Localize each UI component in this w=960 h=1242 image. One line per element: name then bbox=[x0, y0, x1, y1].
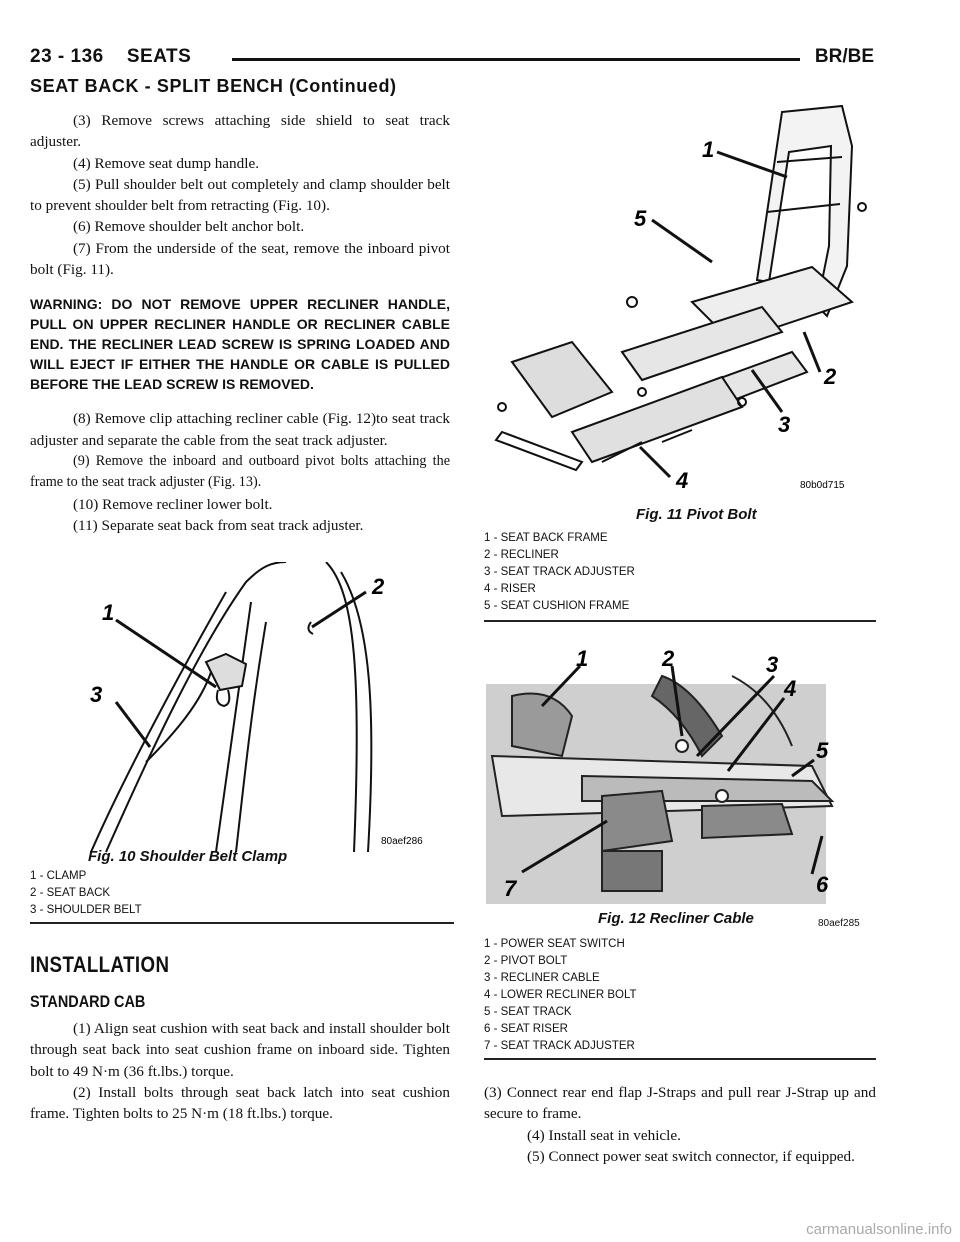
fig11-legend-item: 5 - SEAT CUSHION FRAME bbox=[484, 600, 630, 612]
fig10-illustration bbox=[86, 562, 456, 854]
step-4-remove-handle: (4) Remove seat dump handle. bbox=[73, 154, 259, 172]
fig11-legend-item: 1 - SEAT BACK FRAME bbox=[484, 532, 608, 544]
fig11-code: 80b0d715 bbox=[800, 480, 845, 491]
fig11-callout-2: 2 bbox=[824, 364, 837, 389]
fig11-caption: Fig. 11 Pivot Bolt bbox=[636, 506, 757, 523]
install-step-1: (1) Align seat cushion with seat back and install shoulder bolt through seat back into seat cushion frame on inboard side. Tighten bolt to 49 N·m (36 ft.lbs.) torque. bbox=[30, 1020, 450, 1080]
fig12-callout-2: 2 bbox=[662, 646, 675, 671]
header-rule bbox=[232, 58, 800, 61]
watermark: carmanualsonline.info bbox=[806, 1221, 952, 1238]
section-title: SEAT BACK - SPLIT BENCH (Continued) bbox=[30, 76, 397, 96]
fig10-legend-item: 3 - SHOULDER BELT bbox=[30, 904, 142, 916]
fig11-legend-item: 3 - SEAT TRACK ADJUSTER bbox=[484, 566, 635, 578]
page-number: 23 - 136 bbox=[30, 46, 104, 67]
step-5-pull-belt: (5) Pull shoulder belt out completely and clamp shoulder belt to prevent shoulder belt from retracting (Fig. 10). bbox=[30, 175, 450, 215]
installation-section bbox=[30, 952, 450, 1124]
fig10-legend bbox=[30, 868, 142, 919]
fig12-legend-item: 3 - RECLINER CABLE bbox=[484, 972, 600, 984]
page-header-left bbox=[30, 46, 191, 68]
fig12-legend-item: 7 - SEAT TRACK ADJUSTER bbox=[484, 1040, 635, 1052]
fig12-legend-item: 1 - POWER SEAT SWITCH bbox=[484, 938, 625, 950]
fig11-legend-item: 4 - RISER bbox=[484, 583, 536, 595]
fig10-callout-1: 1 bbox=[102, 600, 115, 625]
install-step-5: (5) Connect power seat switch connector, if equipped. bbox=[527, 1147, 855, 1165]
step-3-remove-screws: (3) Remove screws attaching side shield to seat track adjuster. bbox=[30, 112, 450, 151]
step-7-remove-pivot: (7) From the underside of the seat, remove the inboard pivot bolt (Fig. 11). bbox=[30, 239, 450, 279]
fig12-callout-3: 3 bbox=[766, 652, 779, 677]
fig12-callout-4: 4 bbox=[784, 676, 797, 701]
install-step-3: (3) Connect rear end flap J-Straps and pull rear J-Strap up and secure to frame. bbox=[484, 1084, 876, 1123]
fig12-legend-item: 2 - PIVOT BOLT bbox=[484, 955, 568, 967]
fig10-caption: Fig. 10 Shoulder Belt Clamp bbox=[88, 848, 288, 865]
fig10-callout-3: 3 bbox=[90, 682, 103, 707]
fig12-code: 80aef285 bbox=[818, 918, 860, 929]
section-name: SEATS bbox=[126, 46, 192, 67]
fig11-callout-5: 5 bbox=[634, 206, 647, 231]
fig10-code: 80aef286 bbox=[381, 836, 423, 847]
fig11-illustration bbox=[482, 102, 878, 494]
fig10-legend-item: 2 - SEAT BACK bbox=[30, 887, 111, 899]
fig11-callout-4: 4 bbox=[676, 468, 689, 493]
step-11-separate: (11) Separate seat back from seat track adjuster. bbox=[73, 516, 364, 534]
fig12-callout-7: 7 bbox=[504, 876, 517, 901]
step-6-remove-anchor: (6) Remove shoulder belt anchor bolt. bbox=[73, 218, 305, 236]
fig10-legend-item: 1 - CLAMP bbox=[30, 870, 87, 882]
model-code: BR/BE bbox=[814, 46, 874, 67]
fig12-rule bbox=[484, 1058, 876, 1060]
fig12-legend-item: 5 - SEAT TRACK bbox=[484, 1006, 572, 1018]
fig11-legend-item: 2 - RECLINER bbox=[484, 549, 559, 561]
install-step-4: (4) Install seat in vehicle. bbox=[527, 1126, 681, 1144]
install-step-2: (2) Install bolts through seat back latch into seat cushion frame. Tighten bolts to 25 N·m (18 ft.lbs.) torque. bbox=[30, 1083, 450, 1123]
fig11-callout-1: 1 bbox=[702, 137, 715, 162]
fig10-rule bbox=[30, 922, 454, 924]
fig12-legend bbox=[484, 936, 637, 1055]
standard-cab-heading: STANDARD CAB bbox=[30, 992, 146, 1011]
step-10-remove-lower-bolt: (10) Remove recliner lower bolt. bbox=[73, 495, 273, 513]
fig12-callout-6: 6 bbox=[816, 872, 829, 897]
fig12-caption: Fig. 12 Recliner Cable bbox=[598, 910, 754, 927]
step-9-remove-pivot-bolts: (9) Remove the inboard and outboard pivot bolts attaching the frame to the seat track adjuster (Fig. 13). bbox=[30, 452, 450, 491]
fig12-illustration bbox=[482, 636, 878, 908]
fig12-legend-item: 4 - LOWER RECLINER BOLT bbox=[484, 989, 637, 1001]
fig10-callout-2: 2 bbox=[372, 574, 385, 599]
left-column-upper bbox=[30, 110, 450, 536]
step-8-remove-clip: (8) Remove clip attaching recliner cable (Fig. 12)to seat track adjuster and separate the cable from the seat track adjuster. bbox=[30, 410, 450, 449]
warning-text: WARNING: DO NOT REMOVE UPPER RECLINER HANDLE, PULL ON UPPER RECLINER HANDLE OR RECLINER CABLE END. THE RECLINER LEAD SCREW IS SPRING LOADED AND WILL EJECT IF EITHER THE HANDLE OR CABLE IS PULLED BEFORE THE LEAD SCREW IS REMOVED. bbox=[30, 296, 450, 393]
fig12-callout-5: 5 bbox=[816, 738, 829, 763]
fig12-callout-1: 1 bbox=[576, 646, 589, 671]
fig12-legend-item: 6 - SEAT RISER bbox=[484, 1023, 568, 1035]
fig11-legend bbox=[484, 530, 635, 615]
fig11-callout-3: 3 bbox=[778, 412, 791, 437]
installation-heading: INSTALLATION bbox=[30, 952, 170, 977]
right-column-lower bbox=[484, 1082, 876, 1167]
fig11-rule bbox=[484, 620, 876, 622]
